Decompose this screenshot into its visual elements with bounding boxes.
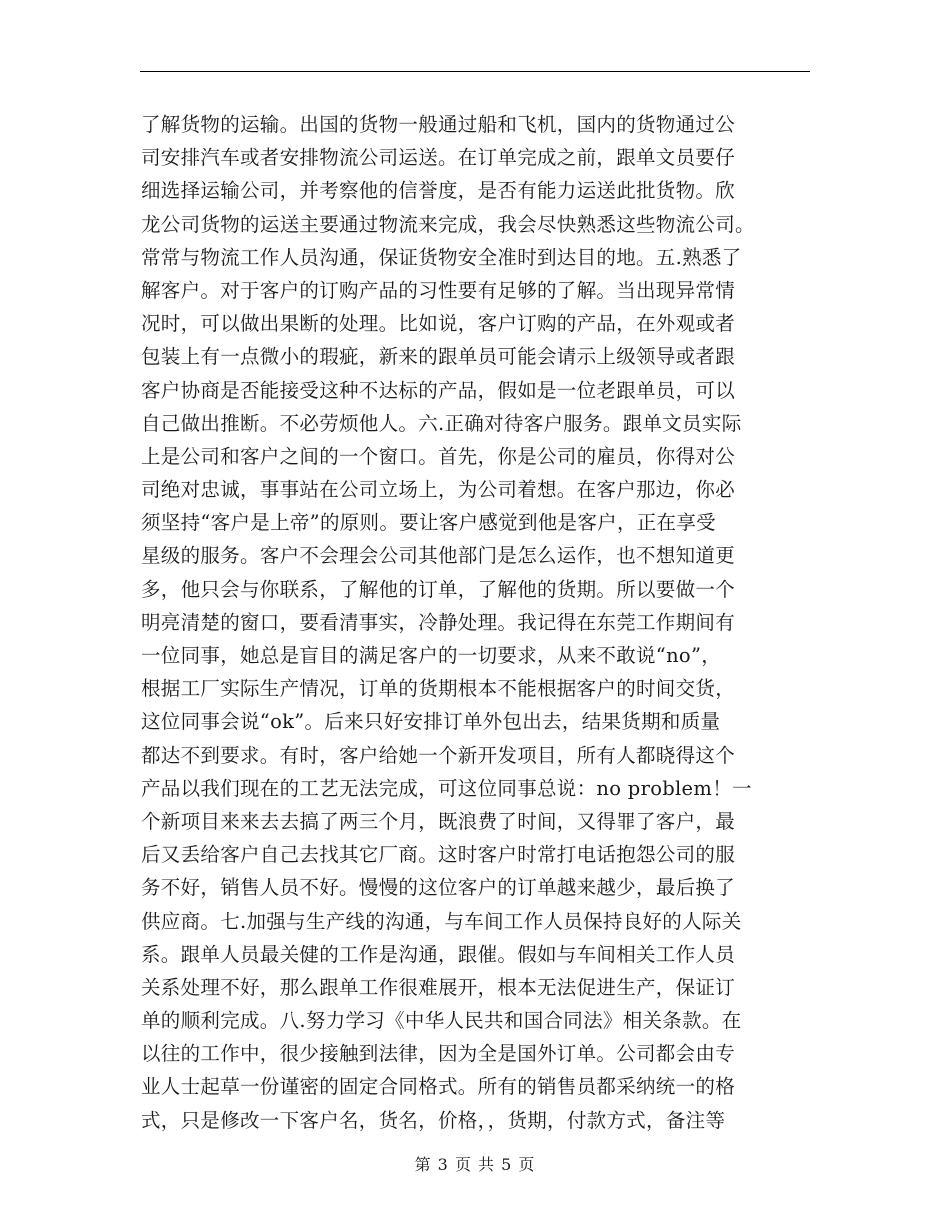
text-line: 司安排汽车或者安排物流公司运送。在订单完成之前，跟单文员要仔 bbox=[141, 146, 736, 170]
text-line: 星级的服务。客户不会理会公司其他部门是怎么运作，也不想知道更 bbox=[141, 544, 736, 568]
text-line: 明亮清楚的窗口，要看清事实，冷静处理。我记得在东莞工作期间有 bbox=[141, 610, 736, 634]
text-line: 常常与物流工作人员沟通，保证货物安全准时到达目的地。五.熟悉了 bbox=[141, 245, 742, 269]
text-line: 根据工厂实际生产情况，订单的货期根本不能根据客户的时间交货， bbox=[141, 677, 736, 701]
text-line: 客户协商是否能接受这种不达标的产品，假如是一位老跟单员，可以 bbox=[141, 378, 736, 402]
text-line: 了解货物的运输。出国的货物一般通过船和飞机，国内的货物通过公 bbox=[141, 113, 736, 136]
text-line: 都达不到要求。有时，客户给她一个新开发项目，所有人都晓得这个 bbox=[141, 743, 736, 767]
text-line: 以往的工作中，很少接触到法律，因为全是国外订单。公司都会由专 bbox=[141, 1042, 736, 1066]
text-line: 司绝对忠诚，事事站在公司立场上，为公司着想。在客户那边，你必 bbox=[141, 478, 736, 502]
text-line: 解客户。对于客户的订购产品的习性要有足够的了解。当出现异常情 bbox=[141, 278, 736, 302]
page-number-footer: 第 3 页 共 5 页 bbox=[414, 1155, 536, 1174]
text-line: 须坚持“客户是上帝”的原则。要让客户感觉到他是客户，正在享受 bbox=[141, 511, 716, 535]
header-rule bbox=[140, 71, 810, 72]
text-line: 关系处理不好，那么跟单工作很难展开，根本无法促进生产，保证订 bbox=[141, 975, 736, 999]
text-line: 产品以我们现在的工艺无法完成，可这位同事总说：no problem！一 bbox=[141, 776, 752, 800]
text-line: 单的顺利完成。八.努力学习《中华人民共和国合同法》相关条款。在 bbox=[141, 1009, 742, 1033]
text-line: 龙公司货物的运送主要通过物流来完成，我会尽快熟悉这些物流公司。 bbox=[141, 212, 755, 236]
text-line: 业人士起草一份谨密的固定合同格式。所有的销售员都采纳统一的格 bbox=[141, 1075, 736, 1099]
text-line: 况时，可以做出果断的处理。比如说，客户订购的产品，在外观或者 bbox=[141, 312, 736, 336]
text-line: 细选择运输公司，并考察他的信誉度，是否有能力运送此批货物。欣 bbox=[141, 179, 736, 203]
text-line: 个新项目来来去去搞了两三个月，既浪费了时间，又得罪了客户，最 bbox=[141, 809, 736, 833]
text-line: 后又丢给客户自己去找其它厂商。这时客户时常打电话抱怨公司的服 bbox=[141, 843, 736, 867]
text-line: 务不好，销售人员不好。慢慢的这位客户的订单越来越少，最后换了 bbox=[141, 876, 736, 900]
text-line: 供应商。七.加强与生产线的沟通，与车间工作人员保持良好的人际关 bbox=[141, 909, 742, 933]
document-body bbox=[141, 108, 841, 1137]
text-line: 式，只是修改一下客户名，货名，价格，，货期，付款方式，备注等 bbox=[141, 1108, 726, 1132]
text-line: 多，他只会与你联系，了解他的订单，了解他的货期。所以要做一个 bbox=[141, 577, 736, 601]
text-line: 包装上有一点微小的瑕疵，新来的跟单员可能会请示上级领导或者跟 bbox=[141, 345, 736, 369]
text-line: 上是公司和客户之间的一个窗口。首先，你是公司的雇员，你得对公 bbox=[141, 444, 736, 468]
text-line: 系。跟单人员最关健的工作是沟通，跟催。假如与车间相关工作人员 bbox=[141, 942, 736, 966]
text-line: 一位同事，她总是盲目的满足客户的一切要求，从来不敢说“no”， bbox=[141, 644, 722, 667]
text-line: 这位同事会说“ok”。后来只好安排订单外包出去，结果货期和质量 bbox=[141, 710, 721, 734]
text-line: 自己做出推断。不必劳烦他人。六.正确对待客户服务。跟单文员实际 bbox=[141, 411, 742, 435]
